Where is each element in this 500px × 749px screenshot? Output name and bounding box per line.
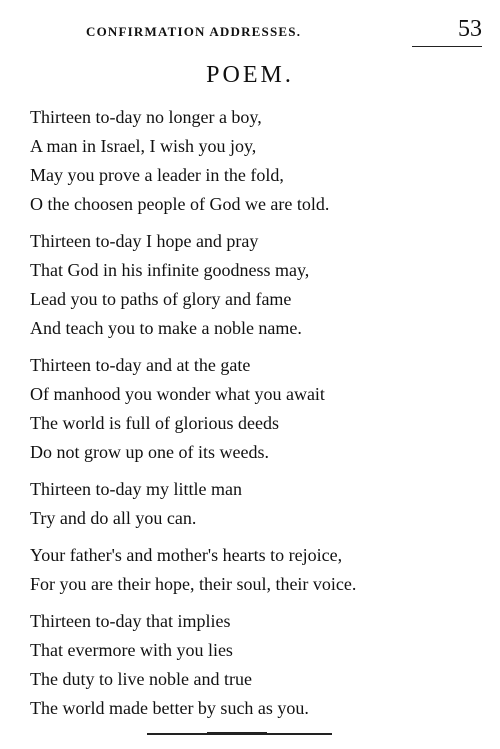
- page-number: 53: [458, 16, 482, 42]
- stanza: [30, 541, 490, 599]
- poem-body: [30, 103, 490, 731]
- poem-line: The world made better by such as you.: [30, 698, 309, 718]
- poem-line: And teach you to make a noble name.: [30, 318, 302, 338]
- stanza: [30, 607, 490, 723]
- poem-line: Try and do all you can.: [30, 508, 197, 528]
- stanza: [30, 475, 490, 533]
- poem-line: The duty to live noble and true: [30, 669, 252, 689]
- poem-line: May you prove a leader in the fold,: [30, 165, 284, 185]
- stanza: [30, 103, 490, 219]
- header-rule: [412, 46, 482, 47]
- poem-line: Lead you to paths of glory and fame: [30, 289, 292, 309]
- poem-line: Do not grow up one of its weeds.: [30, 442, 269, 462]
- page-header: [86, 16, 482, 50]
- poem-line: The world is full of glorious deeds: [30, 413, 279, 433]
- poem-line: That God in his infinite goodness may,: [30, 260, 310, 280]
- poem-line: Thirteen to-day my little man: [30, 479, 242, 499]
- poem-line: A man in Israel, I wish you joy,: [30, 136, 257, 156]
- poem-line: Your father's and mother's hearts to rejoice,: [30, 545, 343, 565]
- poem-line: Thirteen to-day no longer a boy,: [30, 107, 262, 127]
- poem-title: POEM.: [206, 62, 294, 88]
- poem-line: For you are their hope, their soul, their voice.: [30, 574, 357, 594]
- stanza: [30, 351, 490, 467]
- running-title: CONFIRMATION ADDRESSES.: [86, 24, 302, 39]
- poem-line: O the choosen people of God we are told.: [30, 194, 330, 214]
- poem-line: Of manhood you wonder what you await: [30, 384, 325, 404]
- footer-rule: [147, 733, 332, 735]
- stanza: [30, 227, 490, 343]
- poem-line: Thirteen to-day I hope and pray: [30, 231, 259, 251]
- poem-line: Thirteen to-day that implies: [30, 611, 231, 631]
- poem-line: That evermore with you lies: [30, 640, 233, 660]
- poem-line: Thirteen to-day and at the gate: [30, 355, 251, 375]
